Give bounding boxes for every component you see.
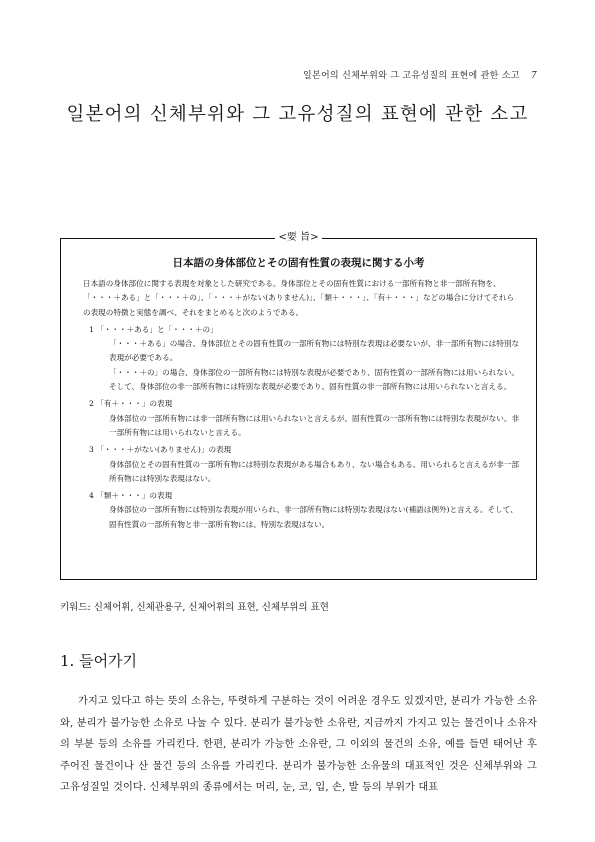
abstract-item-2 [83, 397, 520, 440]
paper-title: 일본어의 신체부위와 그 고유성질의 표현에 관한 소고 [66, 104, 529, 125]
abstract-item-head: 3 「・・・＋がない(ありません)」の表現 [89, 445, 232, 455]
body-paragraph: 가지고 있다고 하는 뜻의 소유는, 뚜렷하게 구분하는 것이 어려운 경우도 있겠지만, 분리가 가능한 소유와, 분리가 불가능한 소유로 나눌 수 있다. 분리가 불가능한 소유란, 지금까지 가지고 있는 물건이나 소유자의 부분 등의 소유를 가리킨다. 한편, 분리가 가능한 소유란, 그 이외의 물건의 소유, 예를 들면 태어난 후 주어진 물건이나 산 물건 등의 소유를 가리킨다. 분리가 불가능한 소유물의 대표적인 것은 신체부위와 그 고유성질일 것이다. 신체부위의 종류에서는 머리, 눈, 코, 입, 손, 발 등의 부위가 대표 [60, 696, 537, 794]
running-header [303, 68, 537, 81]
abstract-title: 日本語の身体部位とその固有性質の表現に関する小考 [172, 257, 425, 269]
section-heading: 1. 들어가기 [60, 652, 138, 670]
page-number: 7 [530, 71, 537, 81]
abstract-item-4 [83, 489, 520, 532]
abstract-body [83, 277, 520, 532]
abstract-item-head: 1 「・・・＋ある」と「・・・＋の」 [89, 324, 218, 334]
abstract-item-line: 身体部位の一部所有物には非一部所有物には用いられないと言えるが、固有性質の一部所有物には特別な表現がない。非一部所有物には用いられないと言える。 [109, 413, 520, 437]
keywords: 키워드: 신체어휘, 신체관용구, 신체어휘의 표현, 신체부위의 표현 [60, 602, 329, 613]
abstract-item-1 [83, 323, 520, 394]
abstract-item-line: 身体部位とその固有性質の一部所有物には特別な表現がある場合もあり、ない場合もある。用いられると言えるが非一部所有物には特別な表現はない。 [109, 459, 520, 483]
abstract-item-line: 「・・・＋の」の場合、身体部位の一部所有物には特別な表現が必要であり、固有性質の一部所有物には用いられない。そして、身体部位の非一部所有物には特別な表現が必要であり、固有性質の非一部所有物には用いられないと言える。 [109, 367, 520, 392]
abstract-item-head: 4 「類＋・・・」の表現 [89, 491, 173, 501]
abstract-label: <要 旨> [61, 231, 536, 245]
abstract-item-line: 身体部位の一部所有物には特別な表現が用いられ、非一部所有物には特別な表現はない(補語は例外)と言える。そして、固有性質の一部所有物と非一部所有物には、特別な表現はない。 [109, 505, 518, 529]
running-title: 일본어의 신체부위와 그 고유성질의 표현에 관한 소고 [302, 71, 520, 81]
abstract-item-3 [83, 443, 520, 486]
abstract-item-head: 2 「有＋・・・」の表現 [89, 399, 173, 409]
abstract-box [60, 232, 537, 580]
abstract-item-line: 「・・・＋ある」の場合、身体部位とその固有性質の一部所有物には特別な表現は必要ないが、非一部所有物には特別な表現が必要である。 [109, 339, 520, 363]
abstract-intro: 日本語の身体部位に関する表現を対象とした研究である。身体部位とその固有性質における一部所有物と非一部所有物を、「・・・＋ある」と「・・・＋の」、「・・・＋がない(ありません)」、「類＋・・・」、「有＋・・・」などの場合に分けてそれらの表現の特徴と実態を調べ、それをまとめると次のようである。 [83, 279, 515, 317]
